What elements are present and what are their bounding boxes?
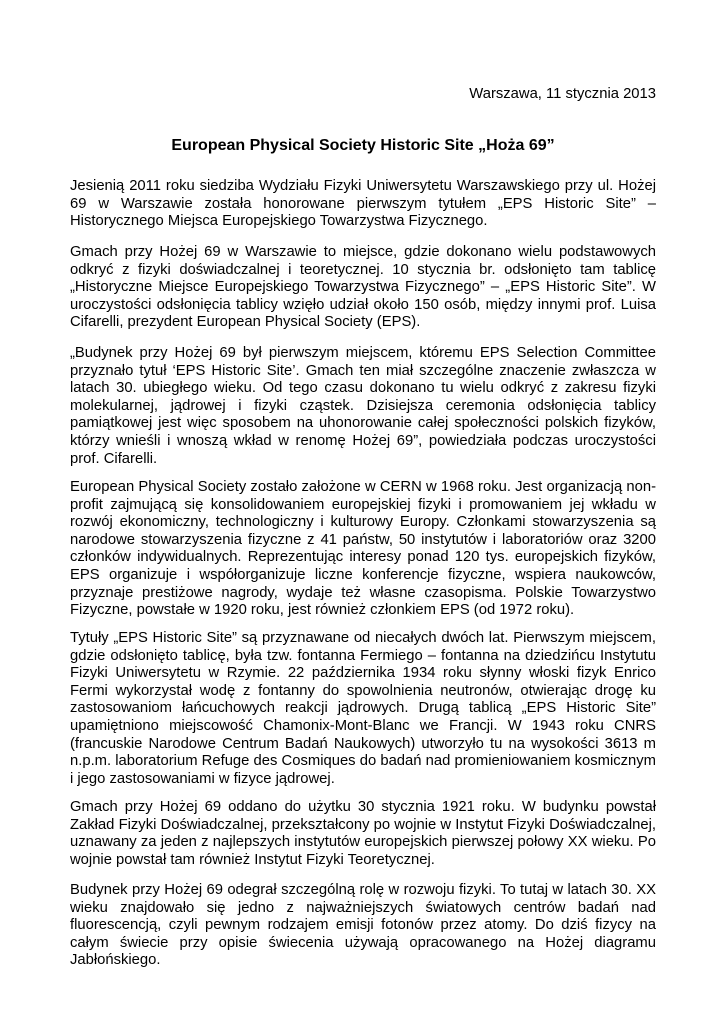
paragraph-intro: Jesienią 2011 roku siedziba Wydziału Fizyki Uniwersytetu Warszawskiego przy ul. Hożej 69 w Warszawie została honorowane pierwszym tytułem „EPS Historic Site” – Historycznego Miejsca Europejskiego Towarzystwa Fizycznego. — [70, 178, 656, 230]
paragraph-fluorescence: Budynek przy Hożej 69 odegrał szczególną rolę w rozwoju fizyki. To tutaj w latach 30. XX wieku znajdowało się jedno z najważniejszych światowych centrów badań nad fluorescencją, czyli pewnym rodzajem emisji fotonów przez atomy. Do dziś fizycy na całym świecie przy opisie świecenia używają opracowanego na Hożej diagramu Jabłońskiego. — [70, 882, 656, 969]
paragraph-ceremony: Gmach przy Hożej 69 w Warszawie to miejsce, gdzie dokonano wielu podstawowych odkryć z fizyki doświadczalnej i teoretycznej. 10 stycznia br. odsłonięto tam tablicę „Historyczne Miejsce Europejskiego Towarzystwa Fizycznego” – „EPS Historic Site”. W uroczystości odsłonięcia tablicy wzięło udział około 150 osób, między innymi prof. Luisa Cifarelli, prezydent European Physical Society (EPS). — [70, 244, 656, 331]
paragraph-building-history: Gmach przy Hożej 69 oddano do użytku 30 stycznia 1921 roku. W budynku powstał Zakład Fizyki Doświadczalnej, przekształcony po wojnie w Instytut Fizyki Doświadczalnej, uznawany za jeden z najlepszych instytutów europejskich pierwszej połowy XX wieku. Po wojnie powstał tam również Instytut Fizyki Teoretycznej. — [70, 799, 656, 868]
paragraph-quote: „Budynek przy Hożej 69 był pierwszym miejscem, któremu EPS Selection Committee przyznało tytuł ‘EPS Historic Site’. Gmach ten miał szczególne znaczenie zwłaszcza w latach 30. ubiegłego wieku. Od tego czasu dokonano tu wielu odkryć z zakresu fizyki molekularnej, jądrowej i fizyki cząstek. Dzisiejsza ceremonia odsłonięcia tablicy pamiątkowej jest więc sposobem na uhonorowanie całej społeczności polskich fizyków, którzy wnieśli i wnoszą wkład w renomę Hożej 69”, powiedziała podczas uroczystości prof. Cifarelli. — [70, 345, 656, 467]
paragraph-eps-about: European Physical Society zostało założone w CERN w 1968 roku. Jest organizacją non-profit zajmującą się konsolidowaniem europejskiej fizyki i promowaniem jej wkładu w rozwój ekonomiczny, technologiczny i kulturowy Europy. Członkami stowarzyszenia są narodowe stowarzyszenia fizyczne z 41 państw, 50 instytutów i laboratoriów oraz 3200 członków indywidualnych. Reprezentując interesy ponad 120 tys. europejskich fizyków, EPS organizuje i współorganizuje liczne konferencje fizyczne, wspiera naukowców, przyznaje prestiżowe nagrody, wydaje też własne czasopisma. Polskie Towarzystwo Fizyczne, powstałe w 1920 roku, jest również członkiem EPS (od 1972 roku). — [70, 479, 656, 619]
document-title: European Physical Society Historic Site „Hoża 69” — [171, 137, 555, 154]
date-line: Warszawa, 11 stycznia 2013 — [469, 86, 656, 102]
paragraph-historic-sites: Tytuły „EPS Historic Site” są przyznawane od niecałych dwóch lat. Pierwszym miejscem, gdzie odsłonięto tablicę, była tzw. fontanna Fermiego – fontanna na dziedzińcu Instytutu Fizyki Uniwersytetu w Rzymie. 22 października 1934 roku słynny włoski fizyk Enrico Fermi wykorzystał wodę z fontanny do spowolnienia neutronów, otwierając drogę ku zastosowaniom łańcuchowych reakcji jądrowych. Drugą tablicą „EPS Historic Site” upamiętniono miejscowość Chamonix-Mont-Blanc we Francji. W 1943 roku CNRS (francuskie Narodowe Centrum Badań Naukowych) utworzyło tu na wysokości 3613 m n.p.m. laboratorium Refuge des Cosmiques do badań nad promieniowaniem kosmicznym i jego zastosowaniami w fizyce jądrowej. — [70, 630, 656, 787]
